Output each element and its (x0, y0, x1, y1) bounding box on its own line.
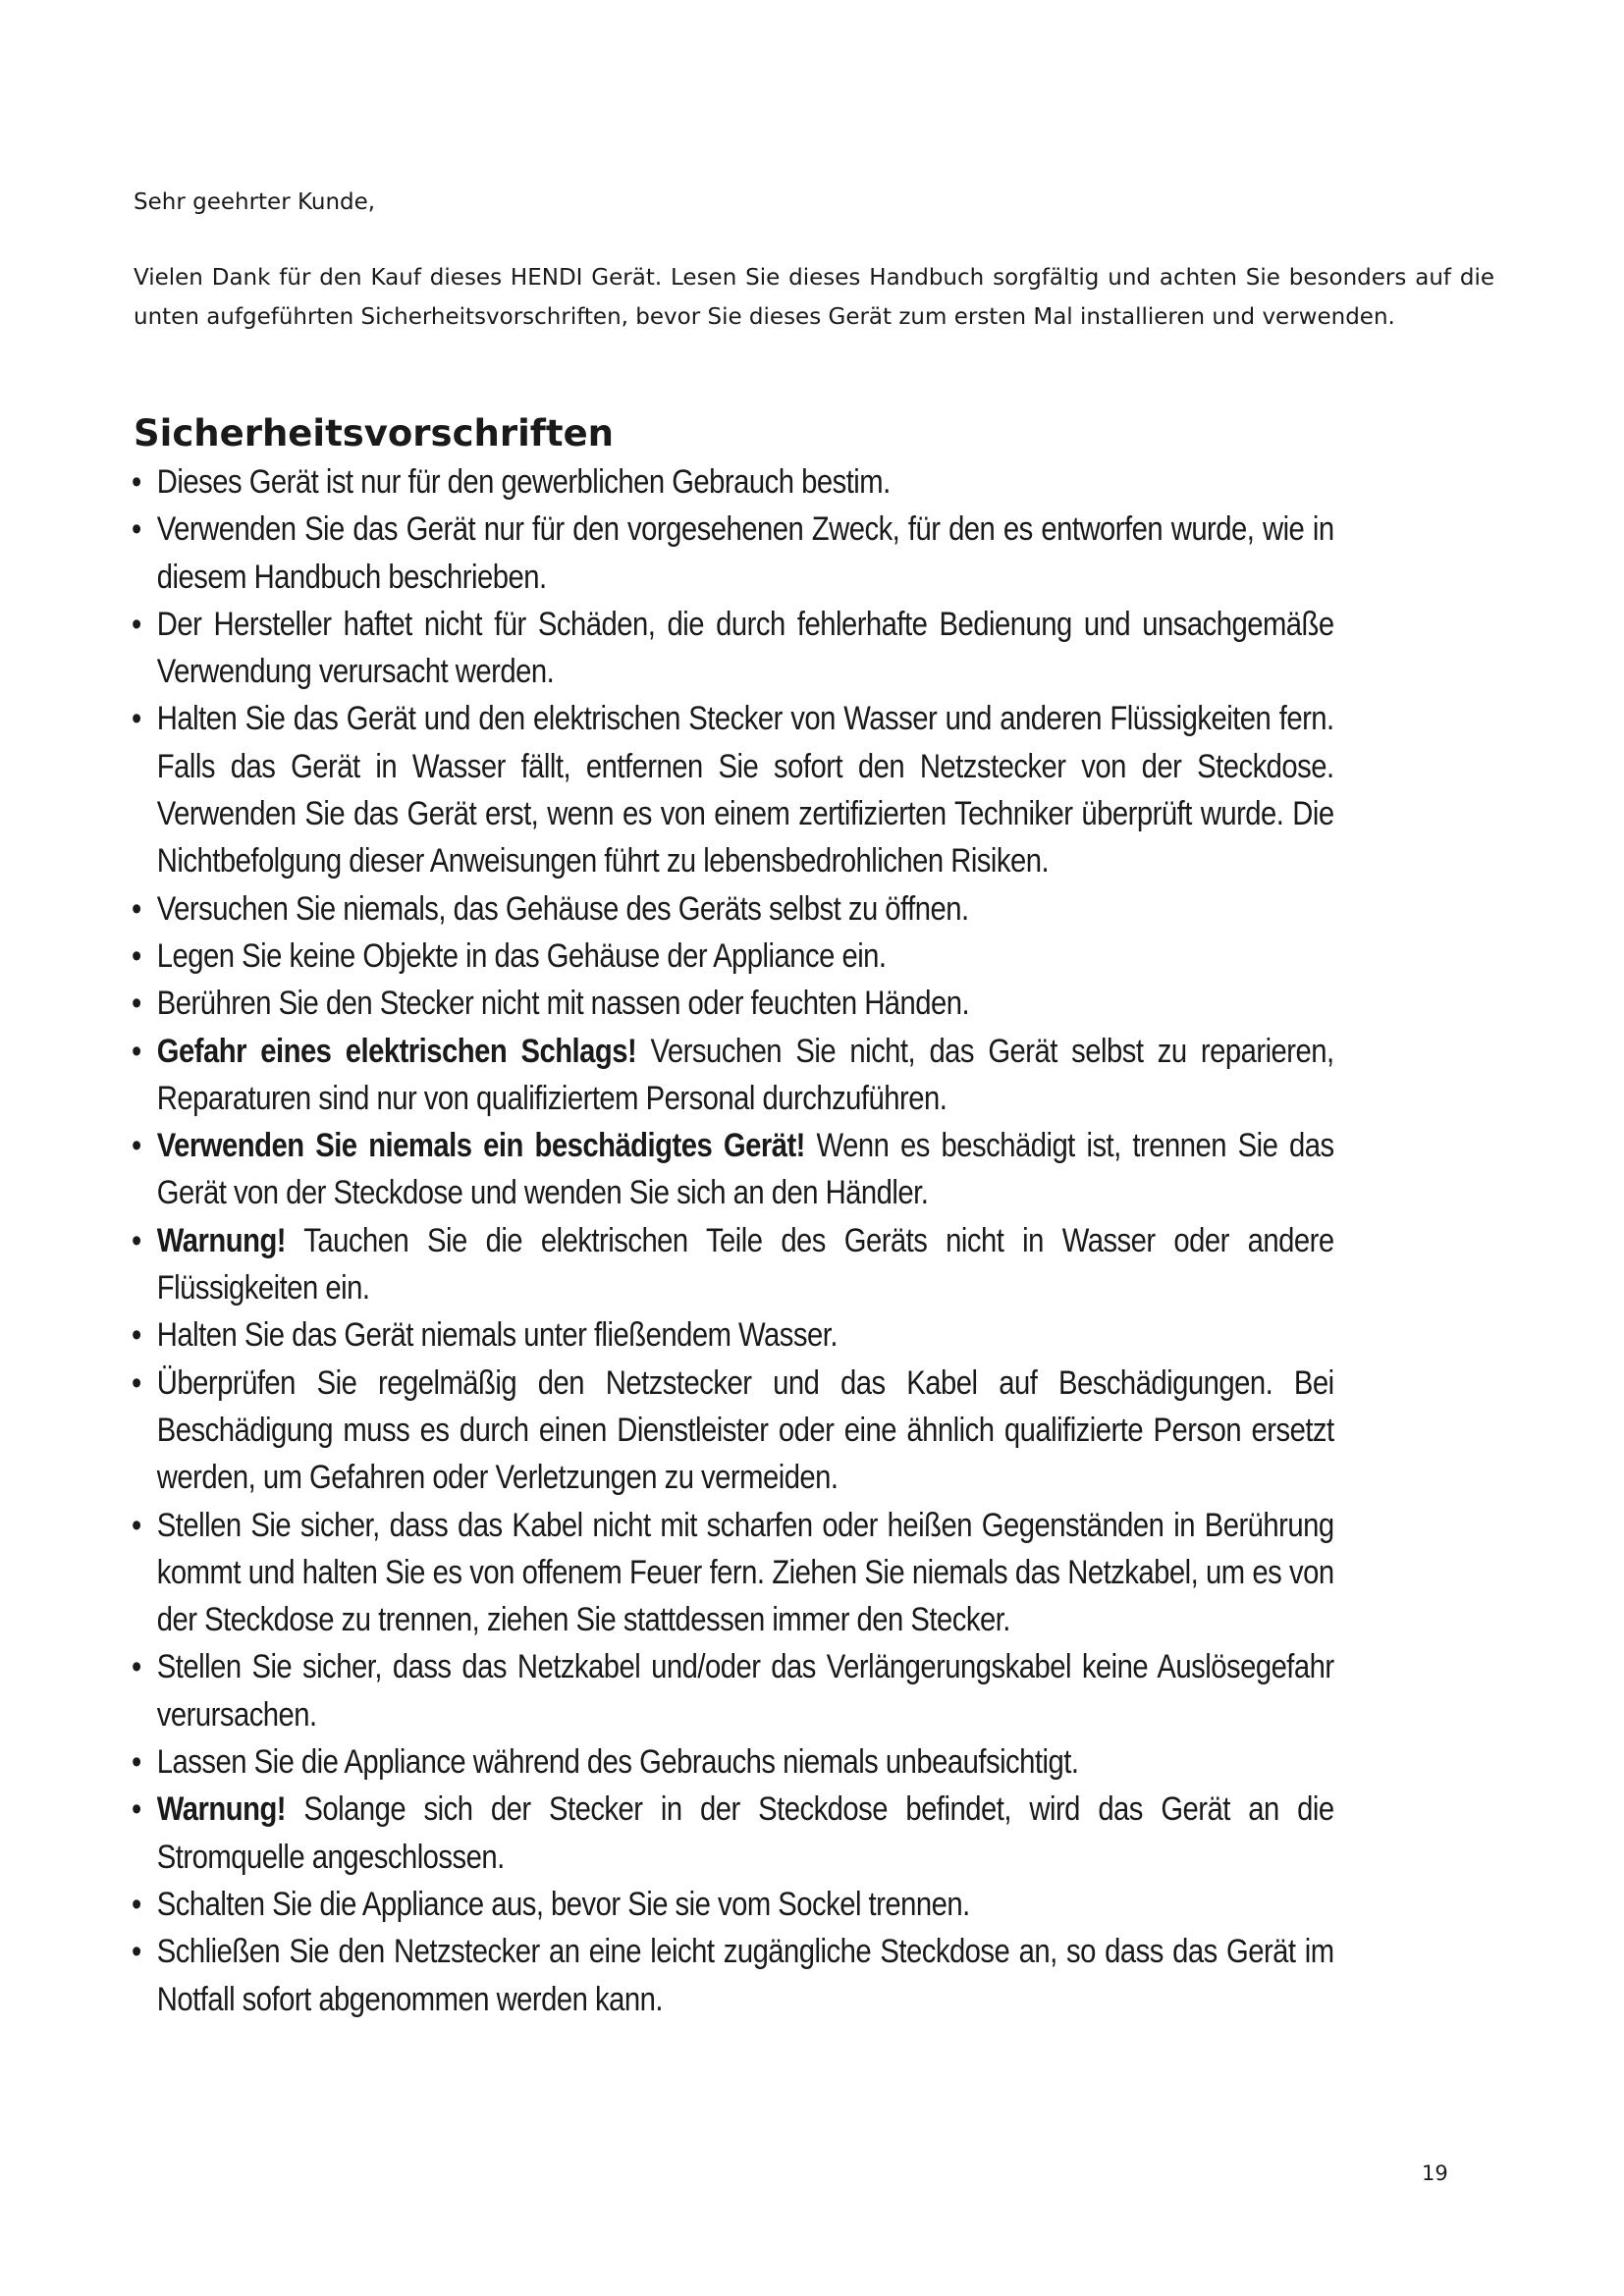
safety-rule-text: Schließen Sie den Netzstecker an eine leicht zugängliche Steckdose an, so dass das Gerät im Notfall sofort abgenommen werden kann. (156, 1933, 1334, 2018)
bullet-icon: • (132, 1743, 141, 1782)
safety-rules-list (132, 458, 1334, 2023)
page-number: 19 (1422, 2162, 1448, 2185)
bullet-icon: • (132, 936, 141, 975)
safety-rule-emphasis: Warnung! (156, 1221, 287, 1259)
safety-rule-text: Der Hersteller haftet nicht für Schäden, die durch fehlerhafte Bedienung und unsachgemäße Verwendung verursacht werden. (156, 605, 1334, 691)
bullet-icon: • (132, 985, 141, 1023)
safety-rule-item (132, 1028, 1334, 1123)
safety-rule-item (132, 1122, 1334, 1217)
safety-rule-item (132, 1360, 1334, 1502)
safety-rule-item (132, 506, 1334, 601)
bullet-icon: • (132, 1221, 141, 1259)
bullet-icon: • (132, 1933, 141, 1971)
bullet-icon: • (132, 605, 141, 643)
safety-rule-item (132, 933, 1334, 980)
bullet-icon: • (132, 1648, 141, 1686)
safety-rule-item (132, 1502, 1334, 1644)
safety-rule-text: Dieses Gerät ist nur für den gewerblichen Gebrauch bestim. (156, 463, 891, 501)
bullet-icon: • (132, 510, 141, 549)
bullet-icon: • (132, 1127, 141, 1165)
intro-paragraph: Vielen Dank für den Kauf dieses HENDI Gerät. Lesen Sie dieses Handbuch sorgfältig und achten Sie besonders auf die unten aufgeführten Sicherheitsvorschriften, bevor Sie dieses Gerät zum ersten Mal installieren und verwenden. (134, 265, 1494, 330)
section-title: Sicherheitsvorschriften (134, 412, 615, 454)
safety-rule-item (132, 1786, 1334, 1881)
safety-rule-item (132, 1881, 1334, 1928)
safety-rule-text: Versuchen Sie nicht, das Gerät selbst zu reparieren, Reparaturen sind nur von qualifiziertem Personal durchzuführen. (156, 1032, 1334, 1117)
safety-rule-item (132, 1217, 1334, 1312)
bullet-icon: • (132, 1032, 141, 1070)
bullet-icon: • (132, 889, 141, 928)
safety-rule-text: Tauchen Sie die elektrischen Teile des Geräts nicht in Wasser oder andere Flüssigkeiten ein. (156, 1221, 1334, 1308)
bullet-icon: • (132, 463, 141, 501)
bullet-icon: • (132, 1316, 141, 1355)
bullet-icon: • (132, 700, 141, 738)
safety-rule-text: Halten Sie das Gerät und den elektrischen Stecker von Wasser und anderen Flüssigkeiten fern. Falls das Gerät in Wasser fällt, entfernen Sie sofort den Netzstecker von der Steckdose. Verwenden Sie das Gerät erst, wenn es von einem zertifizierten Techniker überprüft wurde. Die Nichtbefolgung dieser Anweisungen führt zu lebensbedrohlichen Risiken. (156, 700, 1334, 881)
safety-rule-text: Verwenden Sie das Gerät nur für den vorgesehenen Zweck, für den es entworfen wurde, wie in diesem Handbuch beschrieben. (156, 510, 1334, 596)
safety-rule-emphasis: Warnung! (156, 1790, 287, 1829)
safety-rule-text: Lassen Sie die Appliance während des Gebrauchs niemals unbeaufsichtigt. (156, 1743, 1079, 1782)
bullet-icon: • (132, 1885, 141, 1923)
safety-rule-item (132, 1311, 1334, 1359)
safety-rule-text: Wenn es beschädigt ist, trennen Sie das Gerät von der Steckdose und wenden Sie sich an den Händler. (156, 1127, 1334, 1212)
safety-rule-text: Versuchen Sie niemals, das Gehäuse des Geräts selbst zu öffnen. (156, 889, 969, 928)
safety-rule-text: Überprüfen Sie regelmäßig den Netzstecker und das Kabel auf Beschädigungen. Bei Beschädigung muss es durch einen Dienstleister oder eine ähnlich qualifizierte Person ersetzt werden, um Gefahren oder Verletzungen zu vermeiden. (156, 1363, 1334, 1497)
safety-rule-item (132, 885, 1334, 933)
safety-rule-item (132, 1643, 1334, 1738)
safety-rule-item (132, 458, 1334, 506)
safety-rule-text: Solange sich der Stecker in der Steckdose befindet, wird das Gerät an die Stromquelle angeschlossen. (156, 1790, 1334, 1876)
safety-rule-item (132, 1738, 1334, 1786)
bullet-icon: • (132, 1790, 141, 1829)
safety-rule-text: Stellen Sie sicher, dass das Netzkabel und/oder das Verlängerungskabel keine Auslösegefahr verursachen. (156, 1648, 1334, 1734)
safety-rule-text: Stellen Sie sicher, dass das Kabel nicht mit scharfen oder heißen Gegenständen in Berührung kommt und halten Sie es von offenem Feuer fern. Ziehen Sie niemals das Netzkabel, um es von der Steckdose zu trennen, ziehen Sie stattdessen immer den Stecker. (156, 1506, 1334, 1639)
safety-rule-item (132, 695, 1334, 884)
safety-rule-text: Berühren Sie den Stecker nicht mit nassen oder feuchten Händen. (156, 985, 970, 1023)
safety-rule-text: Schalten Sie die Appliance aus, bevor Sie sie vom Sockel trennen. (156, 1885, 970, 1923)
safety-rule-emphasis: Gefahr eines elektrischen Schlags! (156, 1032, 637, 1070)
safety-rule-text: Halten Sie das Gerät niemals unter fließendem Wasser. (156, 1316, 838, 1355)
safety-rule-item (132, 1928, 1334, 2023)
safety-rule-text: Legen Sie keine Objekte in das Gehäuse der Appliance ein. (156, 936, 887, 975)
safety-rule-item (132, 601, 1334, 696)
bullet-icon: • (132, 1506, 141, 1544)
bullet-icon: • (132, 1363, 141, 1402)
safety-rule-item (132, 980, 1334, 1027)
safety-rule-emphasis: Verwenden Sie niemals ein beschädigtes Gerät! (156, 1127, 805, 1165)
greeting: Sehr geehrter Kunde, (134, 189, 376, 215)
